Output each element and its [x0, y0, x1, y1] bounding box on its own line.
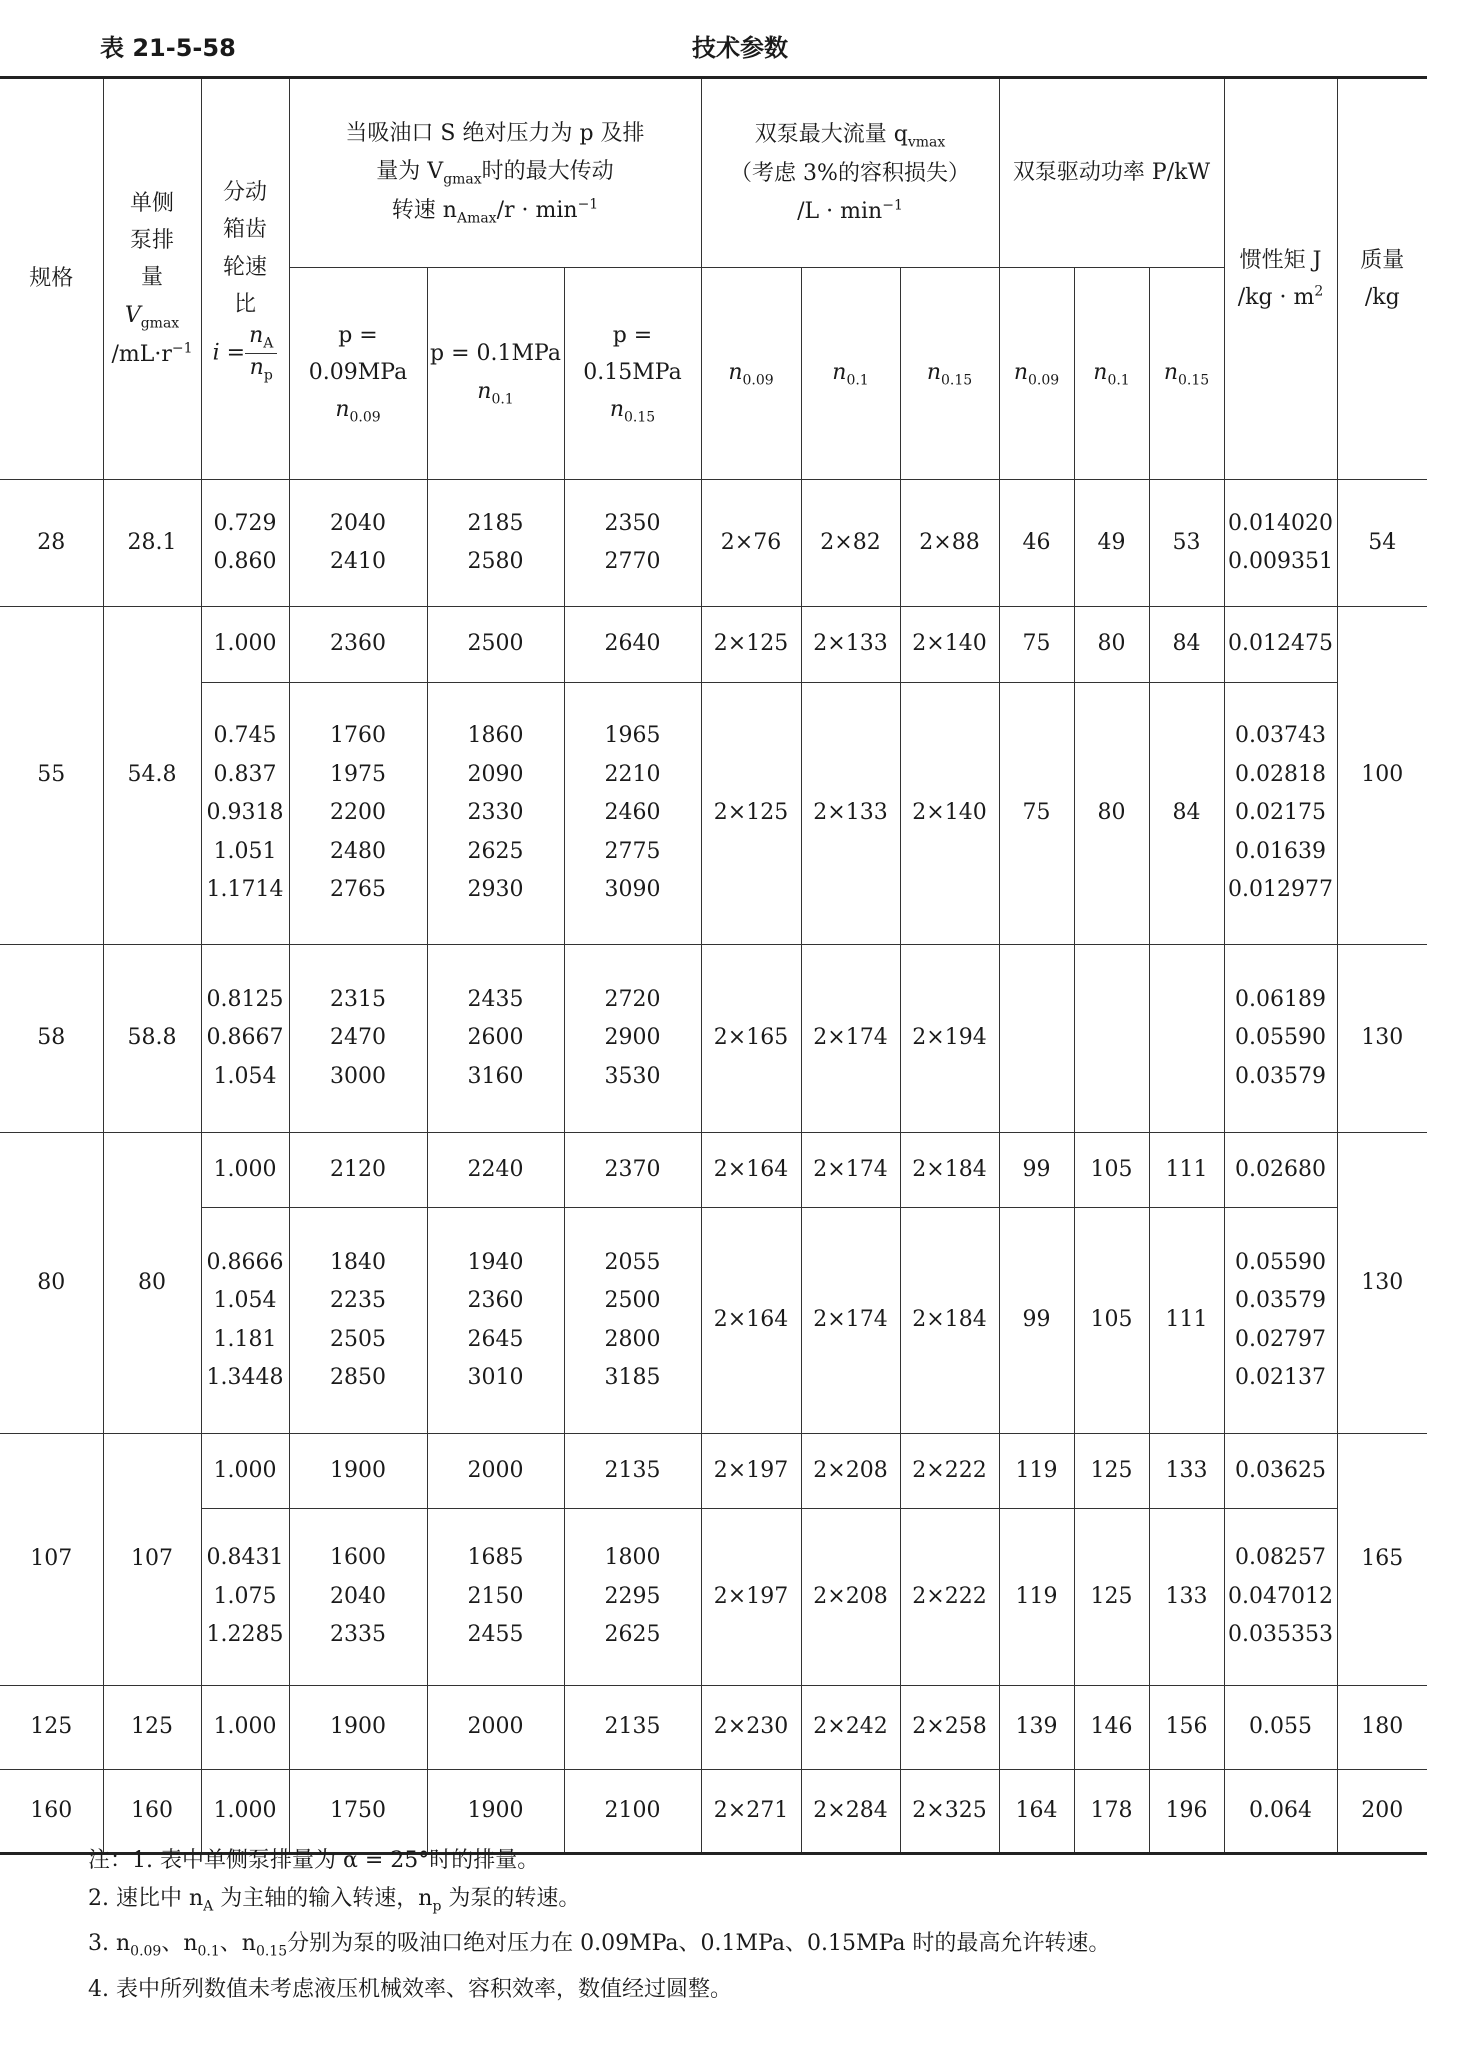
note-1: 注：1. 表中单侧泵排量为 α = 25°时的排量。 — [88, 1848, 540, 1873]
table-row: 125 125 1.000 1900 2000 2135 2×230 2×242 2×258 139 146 156 0.055 180 — [0, 1686, 1427, 1770]
col-power-n01: $n_{0.1}$ — [1074, 268, 1149, 480]
col-displacement: 单侧 泵排 量 $V_{gmax}$ $/mL\cdot r^{-1}$ — [103, 78, 201, 480]
table-row: 58 58.8 0.8125 0.8667 1.054 2315 2470 3000 2435 2600 3160 2720 2900 3530 2×165 2×174 2×194 0.06189 0.05590 0.03579 130 — [0, 945, 1427, 1133]
note-3: 3. $n_{0.09}$、$n_{0.1}$、$n_{0.15}$分别为泵的吸油口绝对压力在 0.09MPa、0.1MPa、0.15MPa 时的最高允许转速。 — [88, 1931, 1111, 1960]
table-row: 107 107 1.000 1900 2000 2135 2×197 2×208 2×222 119 125 133 0.03625 165 — [0, 1434, 1427, 1509]
col-flow-n015: $n_{0.15}$ — [900, 268, 999, 480]
note-4: 4. 表中所列数值未考虑液压机械效率、容积效率，数值经过圆整。 — [88, 1976, 732, 2002]
ratio-fraction: $\frac{n_A}{n_p}$ — [245, 323, 277, 384]
table-row: 0.8431 1.075 1.2285 1600 2040 2335 1685 2150 2455 1800 2295 2625 2×197 2×208 2×222 119 125 133 0.08257 0.047012 0.035353 — [0, 1509, 1427, 1686]
col-group-speed: 当吸油口 S 绝对压力为 p 及排 量为 $V_{gmax}$时的最大传动 转速 $n_{Amax}/r \cdot \min^{-1}$ — [289, 78, 701, 268]
note-2: 2. 速比中 $n_A$ 为主轴的输入转速，$n_p$ 为泵的转速。 — [88, 1886, 581, 1915]
table-title: 技术参数 — [692, 34, 788, 62]
table-row: 28 28.1 0.729 0.860 2040 2410 2185 2580 2350 2770 2×76 2×82 2×88 46 49 53 0.014020 0.009351 54 — [0, 480, 1427, 607]
table-number: 表 21-5-58 — [100, 34, 236, 62]
col-spec: 规格 — [0, 78, 103, 480]
col-mass: 质量 /kg — [1337, 78, 1427, 480]
col-group-flow: 双泵最大流量 $q_{vmax}$ （考虑 3%的容积损失） $/L \cdot \min^{-1}$ — [701, 78, 999, 268]
col-power-n009: $n_{0.09}$ — [999, 268, 1074, 480]
table-notes — [88, 1842, 1110, 2009]
technical-parameters-table — [0, 76, 1427, 1855]
col-speed-p01: p = 0.1MPa $n_{0.1}$ — [427, 268, 564, 480]
col-power-n015: $n_{0.15}$ — [1149, 268, 1224, 480]
col-speed-p009: p = 0.09MPa $n_{0.09}$ — [289, 268, 427, 480]
table-row: 160 160 1.000 1750 1900 2100 2×271 2×284 2×325 164 178 196 0.064 200 — [0, 1770, 1427, 1854]
table-row: 80 80 1.000 2120 2240 2370 2×164 2×174 2×184 99 105 111 0.02680 130 — [0, 1133, 1427, 1208]
col-speed-p015: p = 0.15MPa $n_{0.15}$ — [564, 268, 701, 480]
col-ratio: 分动 箱齿 轮速 比 i = $\frac{n_A}{n_p}$ — [201, 78, 289, 480]
header-row-1 — [0, 78, 1427, 268]
table-row: 0.8666 1.054 1.181 1.3448 1840 2235 2505 2850 1940 2360 2645 3010 2055 2500 2800 3185 2×164 2×174 2×184 99 105 111 0.05590 0.03579 0.02797 0.02137 — [0, 1208, 1427, 1434]
table-row: 55 54.8 1.000 2360 2500 2640 2×125 2×133 2×140 75 80 84 0.012475 100 — [0, 607, 1427, 683]
table-row: 0.745 0.837 0.9318 1.051 1.1714 1760 1975 2200 2480 2765 1860 2090 2330 2625 2930 1965 2210 2460 2775 3090 2×125 2×133 2×140 75 80 84 0.03743 0.02818 0.02175 0.01639 0.012977 — [0, 683, 1427, 945]
col-group-power: 双泵驱动功率 P/kW — [999, 78, 1224, 268]
col-inertia: 惯性矩 J $/kg \cdot m^2$ — [1224, 78, 1337, 480]
col-flow-n009: $n_{0.09}$ — [701, 268, 801, 480]
col-flow-n01: $n_{0.1}$ — [801, 268, 900, 480]
